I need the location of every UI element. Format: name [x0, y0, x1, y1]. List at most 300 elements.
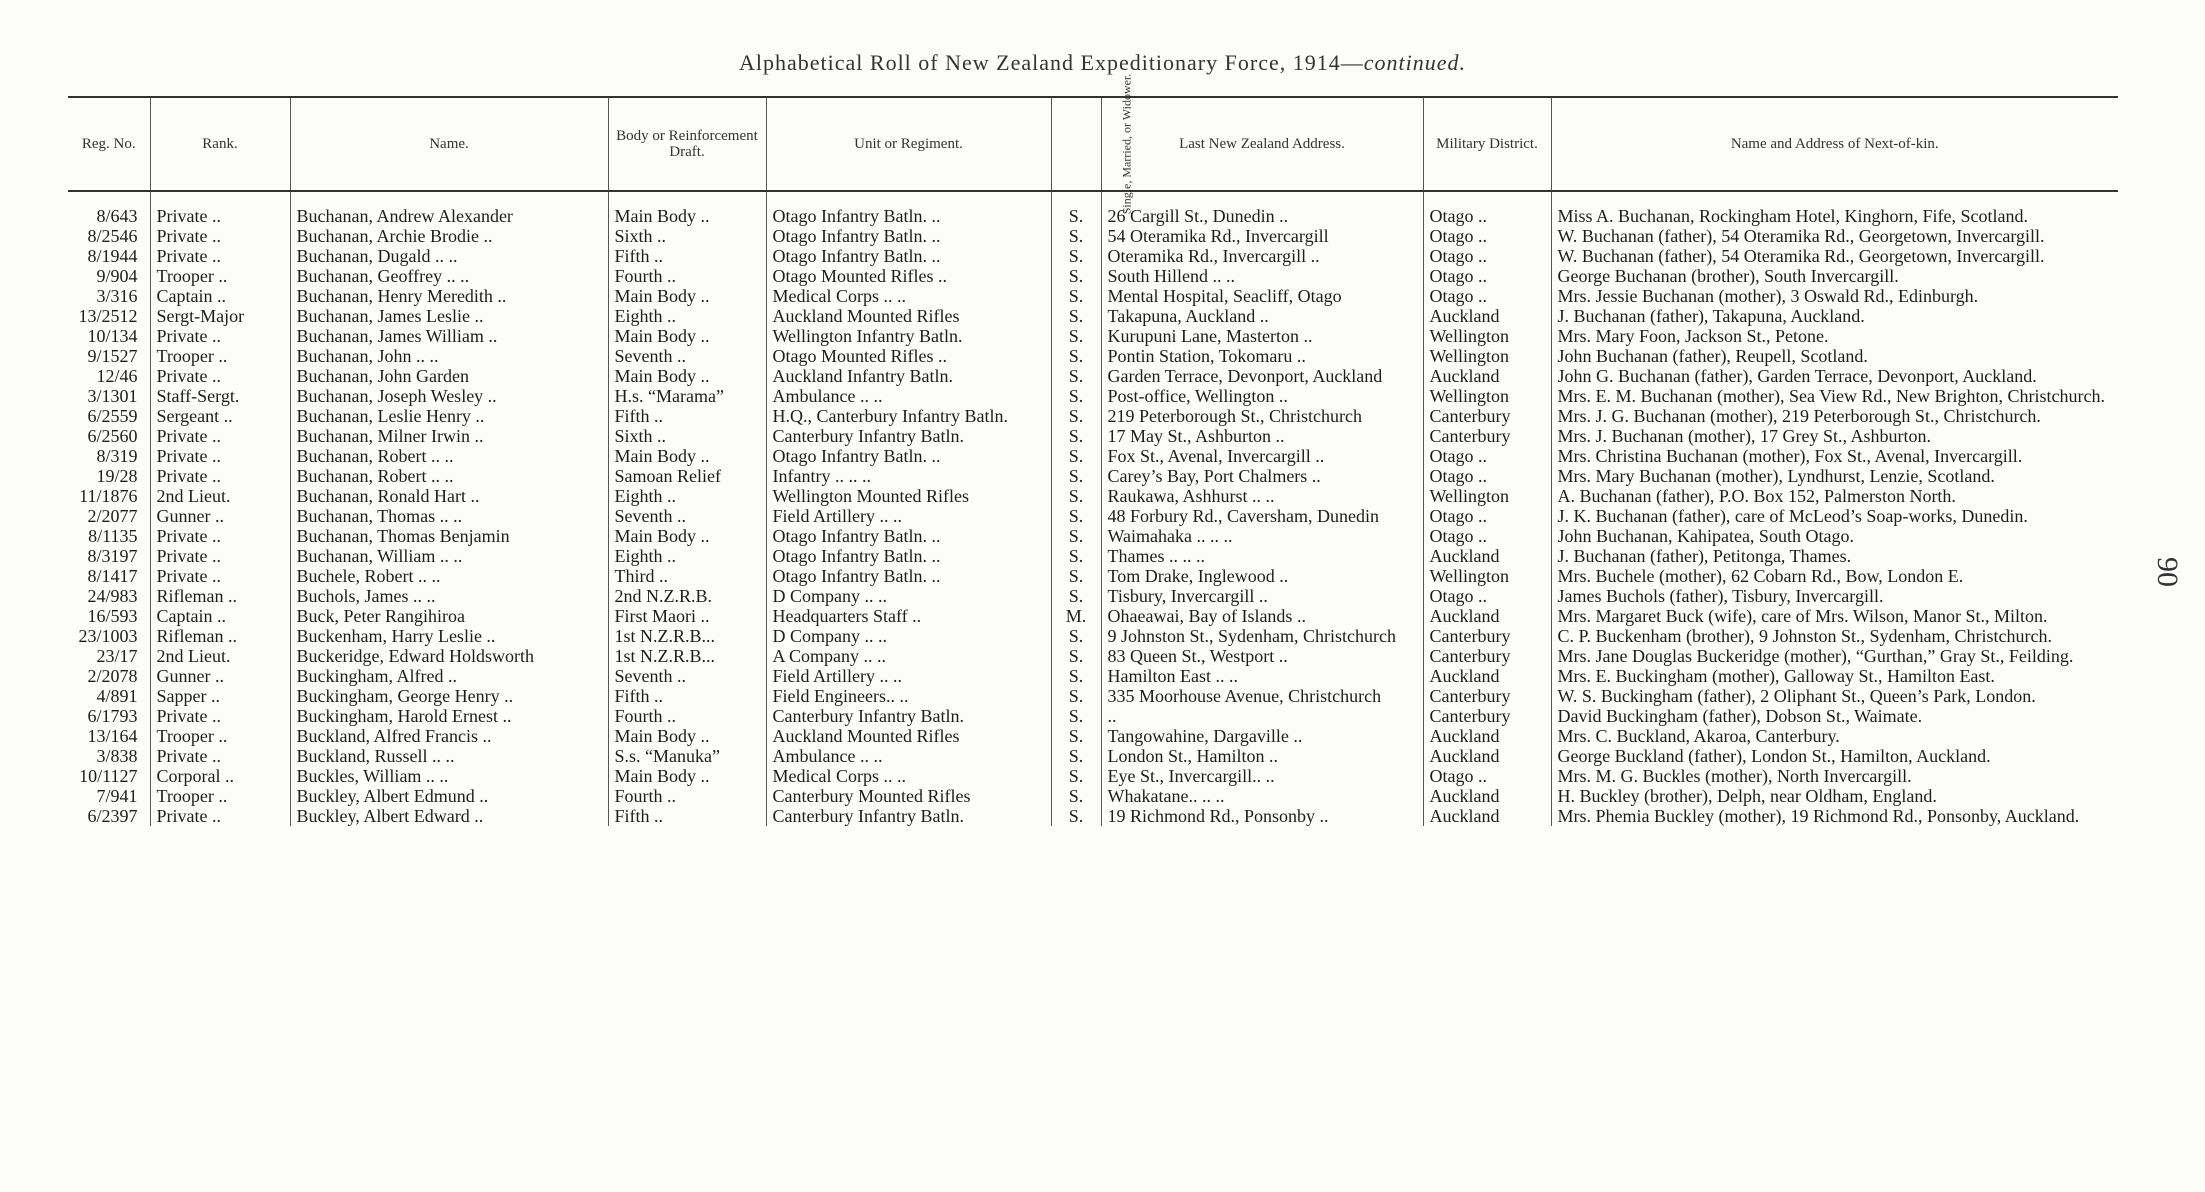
header-marital-status: [1051, 73, 1133, 215]
reg-no-cell: 8/1944: [87, 246, 138, 266]
header-unit: Unit or Regiment.: [766, 97, 1051, 191]
address-cell: Whakatane.. .. ..: [1101, 786, 1423, 806]
reg-no-cell: 2/2078: [87, 666, 138, 686]
name-cell: Buchanan, Milner Irwin ..: [290, 426, 608, 446]
draft-cell: Main Body ..: [608, 526, 766, 546]
rank-cell: Private ..: [150, 546, 290, 566]
next-of-kin-cell: Mrs. Christina Buchanan (mother), Fox St., Avenal, Invercargill.: [1551, 446, 2118, 466]
address-cell: Raukawa, Ashhurst .. ..: [1101, 486, 1423, 506]
unit-cell: Wellington Mounted Rifles: [766, 486, 1051, 506]
name-cell: Buchanan, James Leslie ..: [290, 306, 608, 326]
next-of-kin-cell: George Buchanan (brother), South Invercargill.: [1551, 266, 2118, 286]
rank-cell: Private ..: [150, 806, 290, 826]
draft-cell: Main Body ..: [608, 366, 766, 386]
draft-cell: Fourth ..: [608, 786, 766, 806]
table-row: [68, 606, 2118, 626]
table-row: [68, 786, 2118, 806]
address-cell: ..: [1101, 706, 1423, 726]
name-cell: Buchanan, Robert .. ..: [290, 446, 608, 466]
unit-cell: H.Q., Canterbury Infantry Batln.: [766, 406, 1051, 426]
district-cell: Otago ..: [1423, 246, 1551, 266]
next-of-kin-cell: H. Buckley (brother), Delph, near Oldham, England.: [1551, 786, 2118, 806]
marital-status-cell: S.: [1051, 226, 1101, 246]
address-cell: 9 Johnston St., Sydenham, Christchurch: [1101, 626, 1423, 646]
draft-cell: Main Body ..: [608, 326, 766, 346]
marital-status-cell: S.: [1051, 546, 1101, 566]
rank-cell: Private ..: [150, 326, 290, 346]
reg-no-cell: 3/1301: [87, 386, 138, 406]
unit-cell: Medical Corps .. ..: [766, 286, 1051, 306]
reg-no-cell: 23/17: [96, 646, 138, 666]
rank-cell: Corporal ..: [150, 766, 290, 786]
name-cell: Buckley, Albert Edward ..: [290, 806, 608, 826]
reg-no-cell: 9/904: [96, 266, 138, 286]
unit-cell: Otago Mounted Rifles ..: [766, 266, 1051, 286]
rank-cell: Private ..: [150, 366, 290, 386]
reg-no-cell: 6/2559: [87, 406, 138, 426]
district-cell: Auckland: [1423, 746, 1551, 766]
name-cell: Buchanan, Robert .. ..: [290, 466, 608, 486]
table-row: [68, 306, 2118, 326]
rank-cell: Gunner ..: [150, 506, 290, 526]
next-of-kin-cell: W. Buchanan (father), 54 Oteramika Rd., Georgetown, Invercargill.: [1551, 246, 2118, 266]
marital-status-cell: S.: [1051, 706, 1101, 726]
unit-cell: Ambulance .. ..: [766, 386, 1051, 406]
reg-no-cell: 9/1527: [87, 346, 138, 366]
unit-cell: Ambulance .. ..: [766, 746, 1051, 766]
title-continued: continued.: [1363, 50, 1466, 75]
rank-cell: Staff-Sergt.: [150, 386, 290, 406]
header-name: Name.: [290, 97, 608, 191]
draft-cell: Seventh ..: [608, 506, 766, 526]
address-cell: South Hillend .. ..: [1101, 266, 1423, 286]
address-cell: Tisbury, Invercargill ..: [1101, 586, 1423, 606]
next-of-kin-cell: C. P. Buckenham (brother), 9 Johnston St., Sydenham, Christchurch.: [1551, 626, 2118, 646]
draft-cell: Eighth ..: [608, 546, 766, 566]
name-cell: Buchanan, William .. ..: [290, 546, 608, 566]
address-cell: London St., Hamilton ..: [1101, 746, 1423, 766]
name-cell: Buchanan, Ronald Hart ..: [290, 486, 608, 506]
district-cell: Otago ..: [1423, 766, 1551, 786]
address-cell: 54 Oteramika Rd., Invercargill: [1101, 226, 1423, 246]
next-of-kin-cell: George Buckland (father), London St., Hamilton, Auckland.: [1551, 746, 2118, 766]
draft-cell: Fourth ..: [608, 706, 766, 726]
marital-status-cell: S.: [1051, 686, 1101, 706]
unit-cell: Field Engineers.. ..: [766, 686, 1051, 706]
rank-cell: Trooper ..: [150, 786, 290, 806]
district-cell: Canterbury: [1423, 426, 1551, 446]
table-row: [68, 386, 2118, 406]
next-of-kin-cell: Mrs. Jessie Buchanan (mother), 3 Oswald Rd., Edinburgh.: [1551, 286, 2118, 306]
spacer-row: [68, 191, 2118, 206]
unit-cell: Canterbury Infantry Batln.: [766, 706, 1051, 726]
reg-no-cell: 13/2512: [78, 306, 138, 326]
header-next-of-kin: Name and Address of Next-of-kin.: [1551, 97, 2118, 191]
district-cell: Auckland: [1423, 306, 1551, 326]
draft-cell: Third ..: [608, 566, 766, 586]
next-of-kin-cell: Mrs. Buchele (mother), 62 Cobarn Rd., Bow, London E.: [1551, 566, 2118, 586]
next-of-kin-cell: Mrs. Mary Foon, Jackson St., Petone.: [1551, 326, 2118, 346]
district-cell: Otago ..: [1423, 286, 1551, 306]
next-of-kin-cell: James Buchols (father), Tisbury, Invercargill.: [1551, 586, 2118, 606]
next-of-kin-cell: J. Buchanan (father), Petitonga, Thames.: [1551, 546, 2118, 566]
draft-cell: Fourth ..: [608, 266, 766, 286]
reg-no-cell: 8/643: [96, 206, 138, 226]
district-cell: Otago ..: [1423, 506, 1551, 526]
draft-cell: Sixth ..: [608, 226, 766, 246]
draft-cell: First Maori ..: [608, 606, 766, 626]
draft-cell: 1st N.Z.R.B...: [608, 626, 766, 646]
unit-cell: Canterbury Mounted Rifles: [766, 786, 1051, 806]
roll-table: [68, 73, 2118, 826]
reg-no-cell: 10/1127: [79, 766, 138, 786]
table-row: [68, 406, 2118, 426]
name-cell: Buchanan, Joseph Wesley ..: [290, 386, 608, 406]
marital-status-cell: S.: [1051, 286, 1101, 306]
draft-cell: H.s. “Marama”: [608, 386, 766, 406]
district-cell: Otago ..: [1423, 586, 1551, 606]
rank-cell: Private ..: [150, 706, 290, 726]
rank-cell: Private ..: [150, 246, 290, 266]
table-row: [68, 746, 2118, 766]
rank-cell: Private ..: [150, 746, 290, 766]
marital-status-cell: S.: [1051, 666, 1101, 686]
reg-no-cell: 6/2560: [87, 426, 138, 446]
marital-status-cell: S.: [1051, 526, 1101, 546]
address-cell: 48 Forbury Rd., Caversham, Dunedin: [1101, 506, 1423, 526]
draft-cell: Eighth ..: [608, 306, 766, 326]
marital-status-cell: S.: [1051, 786, 1101, 806]
name-cell: Buchanan, Thomas Benjamin: [290, 526, 608, 546]
address-cell: Carey’s Bay, Port Chalmers ..: [1101, 466, 1423, 486]
name-cell: Buckingham, George Henry ..: [290, 686, 608, 706]
next-of-kin-cell: Mrs. E. M. Buchanan (mother), Sea View Rd., New Brighton, Christchurch.: [1551, 386, 2118, 406]
next-of-kin-cell: Mrs. E. Buckingham (mother), Galloway St., Hamilton East.: [1551, 666, 2118, 686]
marital-status-cell: S.: [1051, 326, 1101, 346]
district-cell: Auckland: [1423, 666, 1551, 686]
address-cell: Tom Drake, Inglewood ..: [1101, 566, 1423, 586]
table-row: [68, 466, 2118, 486]
next-of-kin-cell: J. Buchanan (father), Takapuna, Auckland.: [1551, 306, 2118, 326]
marital-status-cell: S.: [1051, 726, 1101, 746]
address-cell: Takapuna, Auckland ..: [1101, 306, 1423, 326]
name-cell: Buchanan, Leslie Henry ..: [290, 406, 608, 426]
unit-cell: Auckland Mounted Rifles: [766, 726, 1051, 746]
rank-cell: Captain ..: [150, 286, 290, 306]
draft-cell: Fifth ..: [608, 806, 766, 826]
name-cell: Buchanan, John Garden: [290, 366, 608, 386]
marital-status-cell: S.: [1051, 466, 1101, 486]
next-of-kin-cell: Mrs. Mary Buchanan (mother), Lyndhurst, Lenzie, Scotland.: [1551, 466, 2118, 486]
draft-cell: Main Body ..: [608, 206, 766, 226]
next-of-kin-cell: Mrs. Margaret Buck (wife), care of Mrs. Wilson, Manor St., Milton.: [1551, 606, 2118, 626]
marital-status-cell: S.: [1051, 206, 1101, 226]
draft-cell: Seventh ..: [608, 666, 766, 686]
unit-cell: Headquarters Staff ..: [766, 606, 1051, 626]
address-cell: Waimahaka .. .. ..: [1101, 526, 1423, 546]
marital-status-cell: S.: [1051, 386, 1101, 406]
header-address: Last New Zealand Address.: [1101, 97, 1423, 191]
district-cell: Canterbury: [1423, 646, 1551, 666]
header-district: Military District.: [1423, 97, 1551, 191]
table-row: [68, 326, 2118, 346]
reg-no-cell: 8/1135: [88, 526, 138, 546]
rank-cell: Private ..: [150, 466, 290, 486]
rank-cell: Trooper ..: [150, 726, 290, 746]
marital-status-cell: S.: [1051, 366, 1101, 386]
rank-cell: Rifleman ..: [150, 586, 290, 606]
table-row: [68, 486, 2118, 506]
header-draft: Body or Reinforcement Draft.: [608, 97, 766, 191]
address-cell: 19 Richmond Rd., Ponsonby ..: [1101, 806, 1423, 826]
address-cell: Thames .. .. ..: [1101, 546, 1423, 566]
reg-no-cell: 6/2397: [87, 806, 138, 826]
next-of-kin-cell: Mrs. Jane Douglas Buckeridge (mother), “Gurthan,” Gray St., Feilding.: [1551, 646, 2118, 666]
unit-cell: Otago Infantry Batln. ..: [766, 226, 1051, 246]
rank-cell: Private ..: [150, 226, 290, 246]
table-row: [68, 666, 2118, 686]
marital-status-cell: S.: [1051, 506, 1101, 526]
unit-cell: Otago Infantry Batln. ..: [766, 546, 1051, 566]
table-row: [68, 586, 2118, 606]
name-cell: Buchanan, Thomas .. ..: [290, 506, 608, 526]
next-of-kin-cell: J. K. Buchanan (father), care of McLeod’s Soap-works, Dunedin.: [1551, 506, 2118, 526]
title-main: Alphabetical Roll of New Zealand Expeditionary Force, 1914—: [739, 50, 1364, 75]
district-cell: Wellington: [1423, 566, 1551, 586]
district-cell: Auckland: [1423, 606, 1551, 626]
next-of-kin-cell: W. S. Buckingham (father), 2 Oliphant St., Queen’s Park, London.: [1551, 686, 2118, 706]
address-cell: Kurupuni Lane, Masterton ..: [1101, 326, 1423, 346]
name-cell: Buckingham, Alfred ..: [290, 666, 608, 686]
rank-cell: Private ..: [150, 566, 290, 586]
rank-cell: Private ..: [150, 206, 290, 226]
draft-cell: 2nd N.Z.R.B.: [608, 586, 766, 606]
rank-cell: Trooper ..: [150, 266, 290, 286]
table-row: [68, 726, 2118, 746]
reg-no-cell: 10/134: [87, 326, 138, 346]
next-of-kin-cell: Miss A. Buchanan, Rockingham Hotel, Kinghorn, Fife, Scotland.: [1551, 206, 2118, 226]
reg-no-cell: 8/3197: [87, 546, 138, 566]
rank-cell: Gunner ..: [150, 666, 290, 686]
address-cell: Mental Hospital, Seacliff, Otago: [1101, 286, 1423, 306]
table-row: [68, 366, 2118, 386]
table-row: [68, 686, 2118, 706]
marital-status-cell: S.: [1051, 346, 1101, 366]
draft-cell: Seventh ..: [608, 346, 766, 366]
district-cell: Canterbury: [1423, 626, 1551, 646]
district-cell: Canterbury: [1423, 406, 1551, 426]
address-cell: Fox St., Avenal, Invercargill ..: [1101, 446, 1423, 466]
table-row: [68, 426, 2118, 446]
marital-status-cell: S.: [1051, 746, 1101, 766]
reg-no-cell: 7/941: [96, 786, 138, 806]
marital-status-cell: S.: [1051, 246, 1101, 266]
district-cell: Auckland: [1423, 806, 1551, 826]
name-cell: Buchanan, James William ..: [290, 326, 608, 346]
address-cell: 83 Queen St., Westport ..: [1101, 646, 1423, 666]
marital-status-cell: M.: [1051, 606, 1101, 626]
address-cell: Eye St., Invercargill.. ..: [1101, 766, 1423, 786]
table-row: [68, 446, 2118, 466]
draft-cell: Main Body ..: [608, 766, 766, 786]
rank-cell: Sergeant ..: [150, 406, 290, 426]
marital-status-cell: S.: [1051, 586, 1101, 606]
name-cell: Buchanan, Henry Meredith ..: [290, 286, 608, 306]
name-cell: Buckland, Russell .. ..: [290, 746, 608, 766]
rank-cell: 2nd Lieut.: [150, 646, 290, 666]
next-of-kin-cell: Mrs. Phemia Buckley (mother), 19 Richmond Rd., Ponsonby, Auckland.: [1551, 806, 2118, 826]
reg-no-cell: 13/164: [87, 726, 138, 746]
next-of-kin-cell: W. Buchanan (father), 54 Oteramika Rd., Georgetown, Invercargill.: [1551, 226, 2118, 246]
district-cell: Auckland: [1423, 786, 1551, 806]
unit-cell: Medical Corps .. ..: [766, 766, 1051, 786]
draft-cell: Sixth ..: [608, 426, 766, 446]
name-cell: Buchols, James .. ..: [290, 586, 608, 606]
draft-cell: Fifth ..: [608, 246, 766, 266]
table-row: [68, 266, 2118, 286]
district-cell: Otago ..: [1423, 526, 1551, 546]
district-cell: Wellington: [1423, 326, 1551, 346]
name-cell: Buckles, William .. ..: [290, 766, 608, 786]
name-cell: Buchele, Robert .. ..: [290, 566, 608, 586]
next-of-kin-cell: John Buchanan, Kahipatea, South Otago.: [1551, 526, 2118, 546]
reg-no-cell: 6/1793: [87, 706, 138, 726]
table-row: [68, 246, 2118, 266]
marital-status-cell: S.: [1051, 626, 1101, 646]
reg-no-cell: 24/983: [87, 586, 138, 606]
table-row: [68, 346, 2118, 366]
next-of-kin-cell: Mrs. J. Buchanan (mother), 17 Grey St., Ashburton.: [1551, 426, 2118, 446]
next-of-kin-cell: John G. Buchanan (father), Garden Terrace, Devonport, Auckland.: [1551, 366, 2118, 386]
next-of-kin-cell: A. Buchanan (father), P.O. Box 152, Palmerston North.: [1551, 486, 2118, 506]
name-cell: Buckland, Alfred Francis ..: [290, 726, 608, 746]
unit-cell: Infantry .. .. ..: [766, 466, 1051, 486]
name-cell: Buchanan, Archie Brodie ..: [290, 226, 608, 246]
draft-cell: Fifth ..: [608, 406, 766, 426]
district-cell: Canterbury: [1423, 686, 1551, 706]
unit-cell: D Company .. ..: [766, 586, 1051, 606]
header-rank: Rank.: [150, 97, 290, 191]
district-cell: Otago ..: [1423, 446, 1551, 466]
rank-cell: Sapper ..: [150, 686, 290, 706]
unit-cell: Field Artillery .. ..: [766, 506, 1051, 526]
unit-cell: Otago Infantry Batln. ..: [766, 566, 1051, 586]
reg-no-cell: 8/1417: [87, 566, 138, 586]
marital-status-cell: S.: [1051, 486, 1101, 506]
rank-cell: Private ..: [150, 446, 290, 466]
unit-cell: Field Artillery .. ..: [766, 666, 1051, 686]
rank-cell: Private ..: [150, 526, 290, 546]
header-row: [68, 97, 2118, 191]
rank-cell: Rifleman ..: [150, 626, 290, 646]
page-number: 90: [2151, 557, 2184, 587]
marital-status-cell: S.: [1051, 446, 1101, 466]
marital-status-cell: S.: [1051, 806, 1101, 826]
reg-no-cell: 3/316: [96, 286, 138, 306]
header-marital-status-text: Single, Married, or Widower.: [1118, 73, 1133, 215]
unit-cell: A Company .. ..: [766, 646, 1051, 666]
name-cell: Buck, Peter Rangihiroa: [290, 606, 608, 626]
reg-no-cell: 8/319: [96, 446, 138, 466]
rank-cell: Trooper ..: [150, 346, 290, 366]
district-cell: Otago ..: [1423, 226, 1551, 246]
table-row: [68, 646, 2118, 666]
next-of-kin-cell: David Buckingham (father), Dobson St., Waimate.: [1551, 706, 2118, 726]
draft-cell: 1st N.Z.R.B...: [608, 646, 766, 666]
district-cell: Otago ..: [1423, 206, 1551, 226]
table-row: [68, 506, 2118, 526]
district-cell: Otago ..: [1423, 466, 1551, 486]
address-cell: 335 Moorhouse Avenue, Christchurch: [1101, 686, 1423, 706]
reg-no-cell: 16/593: [87, 606, 138, 626]
roll-body: [68, 191, 2118, 826]
unit-cell: Auckland Mounted Rifles: [766, 306, 1051, 326]
reg-no-cell: 8/2546: [87, 226, 138, 246]
address-cell: Pontin Station, Tokomaru ..: [1101, 346, 1423, 366]
table-row: [68, 806, 2118, 826]
draft-cell: Eighth ..: [608, 486, 766, 506]
table-row: [68, 706, 2118, 726]
address-cell: Tangowahine, Dargaville ..: [1101, 726, 1423, 746]
district-cell: Wellington: [1423, 346, 1551, 366]
marital-status-cell: S.: [1051, 306, 1101, 326]
unit-cell: Otago Infantry Batln. ..: [766, 446, 1051, 466]
district-cell: Canterbury: [1423, 706, 1551, 726]
draft-cell: Main Body ..: [608, 726, 766, 746]
reg-no-cell: 2/2077: [87, 506, 138, 526]
district-cell: Wellington: [1423, 486, 1551, 506]
address-cell: 17 May St., Ashburton ..: [1101, 426, 1423, 446]
draft-cell: Samoan Relief: [608, 466, 766, 486]
table-row: [68, 766, 2118, 786]
rank-cell: Captain ..: [150, 606, 290, 626]
unit-cell: Auckland Infantry Batln.: [766, 366, 1051, 386]
draft-cell: Main Body ..: [608, 446, 766, 466]
draft-cell: Main Body ..: [608, 286, 766, 306]
district-cell: Auckland: [1423, 366, 1551, 386]
unit-cell: Canterbury Infantry Batln.: [766, 806, 1051, 826]
rank-cell: Private ..: [150, 426, 290, 446]
marital-status-cell: S.: [1051, 646, 1101, 666]
name-cell: Buckley, Albert Edmund ..: [290, 786, 608, 806]
address-cell: Post-office, Wellington ..: [1101, 386, 1423, 406]
table-row: [68, 546, 2118, 566]
district-cell: Auckland: [1423, 726, 1551, 746]
reg-no-cell: 11/1876: [79, 486, 138, 506]
address-cell: Hamilton East .. ..: [1101, 666, 1423, 686]
marital-status-cell: S.: [1051, 406, 1101, 426]
address-cell: 219 Peterborough St., Christchurch: [1101, 406, 1423, 426]
next-of-kin-cell: Mrs. C. Buckland, Akaroa, Canterbury.: [1551, 726, 2118, 746]
name-cell: Buckingham, Harold Ernest ..: [290, 706, 608, 726]
unit-cell: Wellington Infantry Batln.: [766, 326, 1051, 346]
table-row: [68, 206, 2118, 226]
unit-cell: Canterbury Infantry Batln.: [766, 426, 1051, 446]
table-row: [68, 566, 2118, 586]
reg-no-cell: 4/891: [96, 686, 138, 706]
name-cell: Buckenham, Harry Leslie ..: [290, 626, 608, 646]
draft-cell: Fifth ..: [608, 686, 766, 706]
rank-cell: Sergt-Major: [150, 306, 290, 326]
unit-cell: Otago Infantry Batln. ..: [766, 206, 1051, 226]
table-row: [68, 626, 2118, 646]
unit-cell: Otago Mounted Rifles ..: [766, 346, 1051, 366]
unit-cell: D Company .. ..: [766, 626, 1051, 646]
table-row: [68, 286, 2118, 306]
address-cell: Oteramika Rd., Invercargill ..: [1101, 246, 1423, 266]
reg-no-cell: 3/838: [96, 746, 138, 766]
district-cell: Wellington: [1423, 386, 1551, 406]
